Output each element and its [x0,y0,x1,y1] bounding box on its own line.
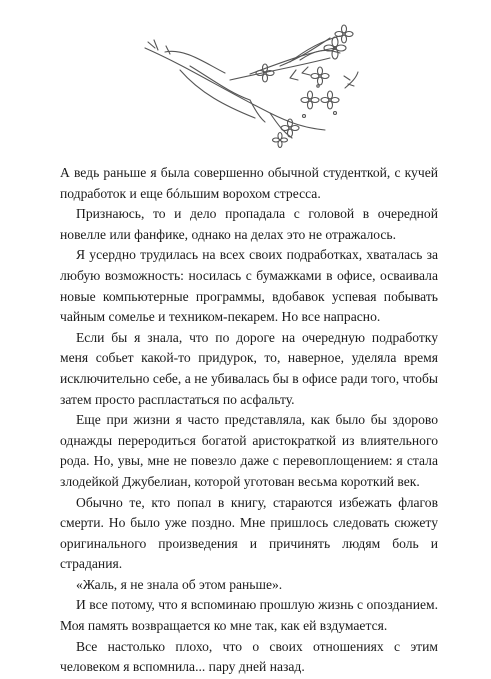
paragraph: Признаюсь, то и дело пропадала с головой в очередной новелле или фанфике, однако на делах это не отражалось. [60,206,438,242]
chapter-text [60,163,438,678]
paragraph: А ведь раньше я была совершенно обычной студенткой, с кучей подработок и еще бóльшим ворохом стресса. [60,165,438,201]
paragraph: Все настолько плохо, что о своих отношениях с этим человеком я вспомнила... пару дней назад. [60,638,438,675]
paragraph: «Жаль, я не знала об этом раньше». [76,576,283,592]
paragraph: Еще при жизни я часто представляла, как было бы здорово однажды переродиться богатой аристократкой из влиятельного рода. Но, увы, мне не повезло даже с перевоплощением: я стала злодейкой Джубелиан, которой уготован весьма короткий век. [60,412,438,489]
floral-branch-icon [130,18,370,148]
paragraph: И все потому, что я вспоминаю прошлую жизнь с опозданием. Моя память возвращается ко мне так, как ей вздумается. [60,597,438,634]
paragraph: Я усердно трудилась на всех своих подработках, хваталась за любую возможность: носилась с бумажками в офисе, осваивала новые компьютерные программы, вдобавок успевая побывать чайным сомелье и техником-пекарем. Но все напрасно. [60,247,438,325]
paragraph: Если бы я знала, что по дороге на очередную подработку меня собьет какой-то придурок, то, наверное, уделяла время исключительно себе, а не убивалась бы в офисе ради того, чтобы затем просто распластаться по асфальту. [60,329,438,407]
paragraph: Обычно те, кто попал в книгу, стараются избежать флагов смерти. Но было уже поздно. Мне пришлось следовать сюжету оригинального произведения и причинять людям боль и страдания. [60,494,438,572]
